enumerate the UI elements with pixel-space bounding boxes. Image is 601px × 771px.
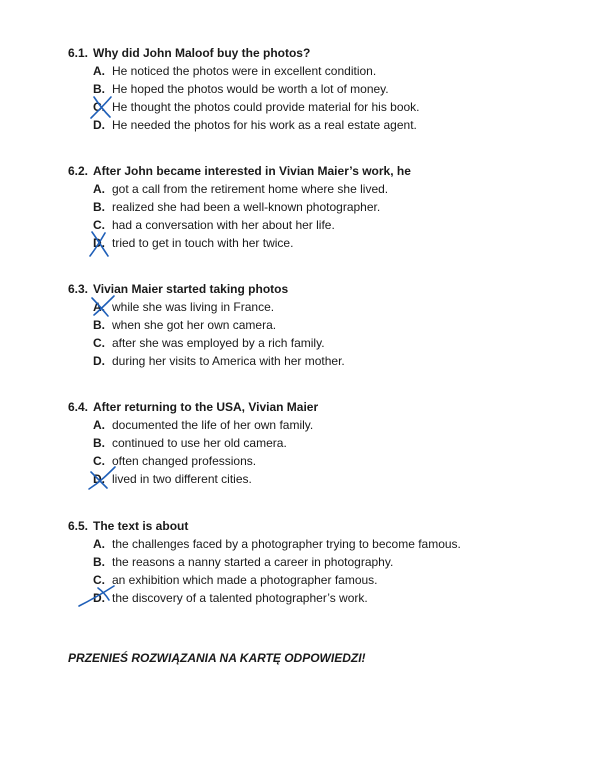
question-heading [68,280,588,298]
option-b[interactable] [68,316,588,334]
option-letter: B. [93,82,105,96]
option-letter: A. [93,418,105,432]
question-prompt: Why did John Maloof buy the photos? [93,46,311,60]
option-d[interactable] [68,234,588,252]
question-number: 6.4. [68,400,89,414]
question-number: 6.3. [68,282,89,296]
option-text: lived in two different cities. [112,472,252,486]
option-text: He needed the photos for his work as a real estate agent. [112,118,417,132]
option-text: He thought the photos could provide material for his book. [112,100,420,114]
question-6-3 [68,280,588,370]
option-text: He noticed the photos were in excellent condition. [112,64,377,78]
option-text: often changed professions. [112,454,257,468]
option-text: tried to get in touch with her twice. [112,236,294,250]
option-b[interactable] [68,198,588,216]
option-letter: B. [93,200,105,214]
option-b[interactable] [68,80,588,98]
option-text: got a call from the retirement home where she lived. [112,182,389,196]
option-text: the challenges faced by a photographer trying to become famous. [112,537,461,551]
question-heading [68,517,588,535]
option-text: continued to use her old camera. [112,436,287,450]
question-6-2 [68,162,588,252]
option-letter: D. [93,118,105,132]
option-text: He hoped the photos would be worth a lot of money. [112,82,389,96]
option-letter: A. [93,182,105,196]
option-d[interactable] [68,116,588,134]
question-6-4 [68,398,588,488]
option-letter: D. [93,472,105,486]
question-number: 6.2. [68,164,89,178]
option-text: had a conversation with her about her life. [112,218,335,232]
option-letter: C. [93,336,105,350]
option-text: during her visits to America with her mother. [112,354,345,368]
option-text: the discovery of a talented photographer’s work. [112,591,368,605]
question-heading [68,398,588,416]
option-letter: A. [93,537,105,551]
option-letter: D. [93,236,105,250]
option-a[interactable] [68,298,588,316]
option-letter: C. [93,454,105,468]
option-letter: C. [93,218,105,232]
question-number: 6.5. [68,519,89,533]
option-c[interactable] [68,98,588,116]
option-letter: A. [93,64,105,78]
question-prompt: The text is about [93,519,189,533]
option-letter: B. [93,318,105,332]
option-text: after she was employed by a rich family. [112,336,325,350]
question-heading [68,162,588,180]
question-prompt: Vivian Maier started taking photos [93,282,289,296]
footer-instruction: PRZENIEŚ ROZWIĄZANIA NA KARTĘ ODPOWIEDZI! [68,651,366,665]
option-letter: B. [93,436,105,450]
option-letter: C. [93,100,105,114]
option-letter: C. [93,573,105,587]
option-text: realized she had been a well-known photographer. [112,200,381,214]
option-d[interactable] [68,352,588,370]
question-number: 6.1. [68,46,89,60]
option-d[interactable] [68,589,588,607]
option-a[interactable] [68,416,588,434]
question-prompt: After returning to the USA, Vivian Maier [93,400,319,414]
question-6-1 [68,44,588,134]
option-a[interactable] [68,62,588,80]
option-c[interactable] [68,216,588,234]
question-prompt: After John became interested in Vivian Maier’s work, he [93,164,411,178]
option-letter: D. [93,354,105,368]
option-letter: D. [93,591,105,605]
option-text: documented the life of her own family. [112,418,314,432]
option-text: the reasons a nanny started a career in photography. [112,555,394,569]
option-text: when she got her own camera. [112,318,277,332]
option-c[interactable] [68,334,588,352]
option-a[interactable] [68,180,588,198]
option-c[interactable] [68,452,588,470]
option-text: while she was living in France. [112,300,275,314]
option-b[interactable] [68,553,588,571]
option-letter: A. [93,300,105,314]
option-text: an exhibition which made a photographer famous. [112,573,378,587]
option-b[interactable] [68,434,588,452]
question-6-5 [68,517,588,607]
option-c[interactable] [68,571,588,589]
option-a[interactable] [68,535,588,553]
option-letter: B. [93,555,105,569]
question-heading [68,44,588,62]
option-d[interactable] [68,470,588,488]
